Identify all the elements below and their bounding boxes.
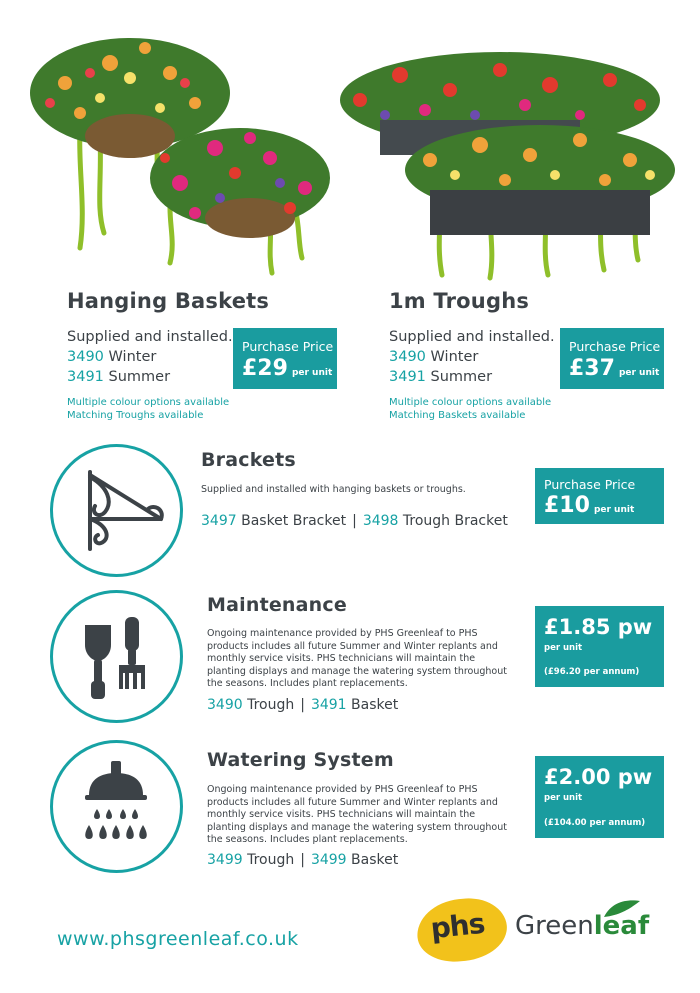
troughs-season2: Summer [430, 369, 493, 385]
hanging-code-winter [67, 347, 233, 367]
phs-logo [414, 894, 510, 965]
watering-desc: Ongoing maintenance provided by PHS Greenleaf to PHS products includes all future Summer and Winter replants and monthly service visits. PHS technicians will maintain the planting displays and manage the watering system throughout the seasons. Includes plant replacements. [207, 784, 507, 845]
watering-title: Watering System [207, 749, 394, 771]
troughs-price-box [560, 328, 664, 389]
phs-logo-text: phs [428, 906, 486, 946]
brackets-price-value: £10 [544, 493, 590, 518]
maintenance-code1: 3490 [207, 697, 243, 713]
brackets-desc: Supplied and installed with hanging baskets or troughs. [201, 484, 466, 495]
hanging-note2: Matching Troughs available [67, 410, 204, 421]
brackets-sep: | [352, 513, 357, 529]
hanging-season2: Summer [108, 369, 171, 385]
watering-price-value: £2.00 pw [544, 765, 653, 789]
website-link[interactable]: www.phsgreenleaf.co.uk [57, 928, 299, 950]
brackets-name2: Trough Bracket [402, 513, 508, 529]
watering-annum: (£104.00 per annum) [544, 818, 646, 828]
troughs-price-unit: per unit [618, 368, 660, 378]
hanging-price-value: £29 [242, 356, 288, 381]
garden-tools-icon [53, 593, 180, 720]
hanging-code1: 3490 [67, 349, 104, 365]
hanging-note1: Multiple colour options available [67, 397, 230, 408]
brackets-code2: 3498 [362, 513, 399, 529]
watering-price-unit: per unit [544, 793, 583, 803]
leaf-icon [602, 897, 642, 919]
brackets-price-box [535, 468, 664, 524]
troughs-supplied-text: Supplied and installed. [389, 329, 555, 345]
brackets-name1: Basket Bracket [241, 513, 347, 529]
troughs-note1: Multiple colour options available [389, 397, 552, 408]
watering-codes [207, 852, 398, 868]
hanging-code2: 3491 [67, 369, 104, 385]
hanging-notes [67, 396, 229, 422]
watering-name2: Basket [351, 852, 399, 868]
hanging-supplied-text: Supplied and installed. [67, 329, 233, 345]
hanging-baskets-image [20, 18, 330, 278]
hanging-price [242, 356, 332, 381]
watering-code2: 3499 [310, 852, 347, 868]
troughs-price-label: Purchase Price [569, 339, 661, 354]
troughs-details [389, 327, 555, 387]
brackets-codes [201, 513, 508, 529]
maintenance-price-value: £1.85 pw [544, 615, 653, 639]
maintenance-title: Maintenance [207, 594, 347, 616]
maintenance-icon-circle [50, 590, 183, 723]
watering-sep: | [300, 852, 305, 868]
troughs-note2: Matching Baskets available [389, 410, 526, 421]
maintenance-price-unit: per unit [544, 643, 583, 653]
troughs-notes [389, 396, 551, 422]
troughs-price [569, 356, 659, 381]
brackets-price-label: Purchase Price [544, 477, 636, 492]
brackets-price-unit: per unit [593, 505, 635, 515]
watering-price-box [535, 756, 664, 838]
maintenance-price-box [535, 606, 664, 687]
maintenance-codes [207, 697, 398, 713]
troughs-season1: Winter [430, 349, 479, 365]
watering-name1: Trough [247, 852, 295, 868]
hanging-baskets-details [67, 327, 233, 387]
maintenance-code2: 3491 [310, 697, 347, 713]
brackets-title: Brackets [201, 449, 296, 471]
greenleaf-logo-green: Green [515, 911, 594, 941]
troughs-image [330, 30, 680, 285]
troughs-title: 1m Troughs [389, 289, 530, 313]
hanging-price-box [233, 328, 337, 389]
troughs-code-winter [389, 347, 555, 367]
watering-icon-circle [50, 740, 183, 873]
bracket-icon [53, 447, 180, 574]
bracket-icon-circle [50, 444, 183, 577]
troughs-code-summer [389, 367, 555, 387]
hanging-baskets-title: Hanging Baskets [67, 289, 270, 313]
maintenance-sep: | [300, 697, 305, 713]
brackets-price [544, 493, 634, 518]
troughs-code1: 3490 [389, 349, 426, 365]
troughs-code2: 3491 [389, 369, 426, 385]
hanging-season1: Winter [108, 349, 157, 365]
hanging-price-unit: per unit [291, 368, 333, 378]
troughs-price-value: £37 [569, 356, 615, 381]
greenleaf-logo-leaf: leaf [593, 911, 650, 941]
hanging-price-label: Purchase Price [242, 339, 334, 354]
maintenance-desc: Ongoing maintenance provided by PHS Greenleaf to PHS products includes all future Summer and Winter replants and monthly service visits. PHS technicians will maintain the planting displays and manage the watering system throughout the seasons. Includes plant replacements. [207, 628, 507, 689]
watering-code1: 3499 [207, 852, 243, 868]
brackets-code1: 3497 [201, 513, 237, 529]
maintenance-name1: Trough [247, 697, 295, 713]
shower-head-icon [53, 743, 180, 870]
hanging-code-summer [67, 367, 233, 387]
maintenance-name2: Basket [351, 697, 399, 713]
maintenance-annum: (£96.20 per annum) [544, 667, 640, 677]
